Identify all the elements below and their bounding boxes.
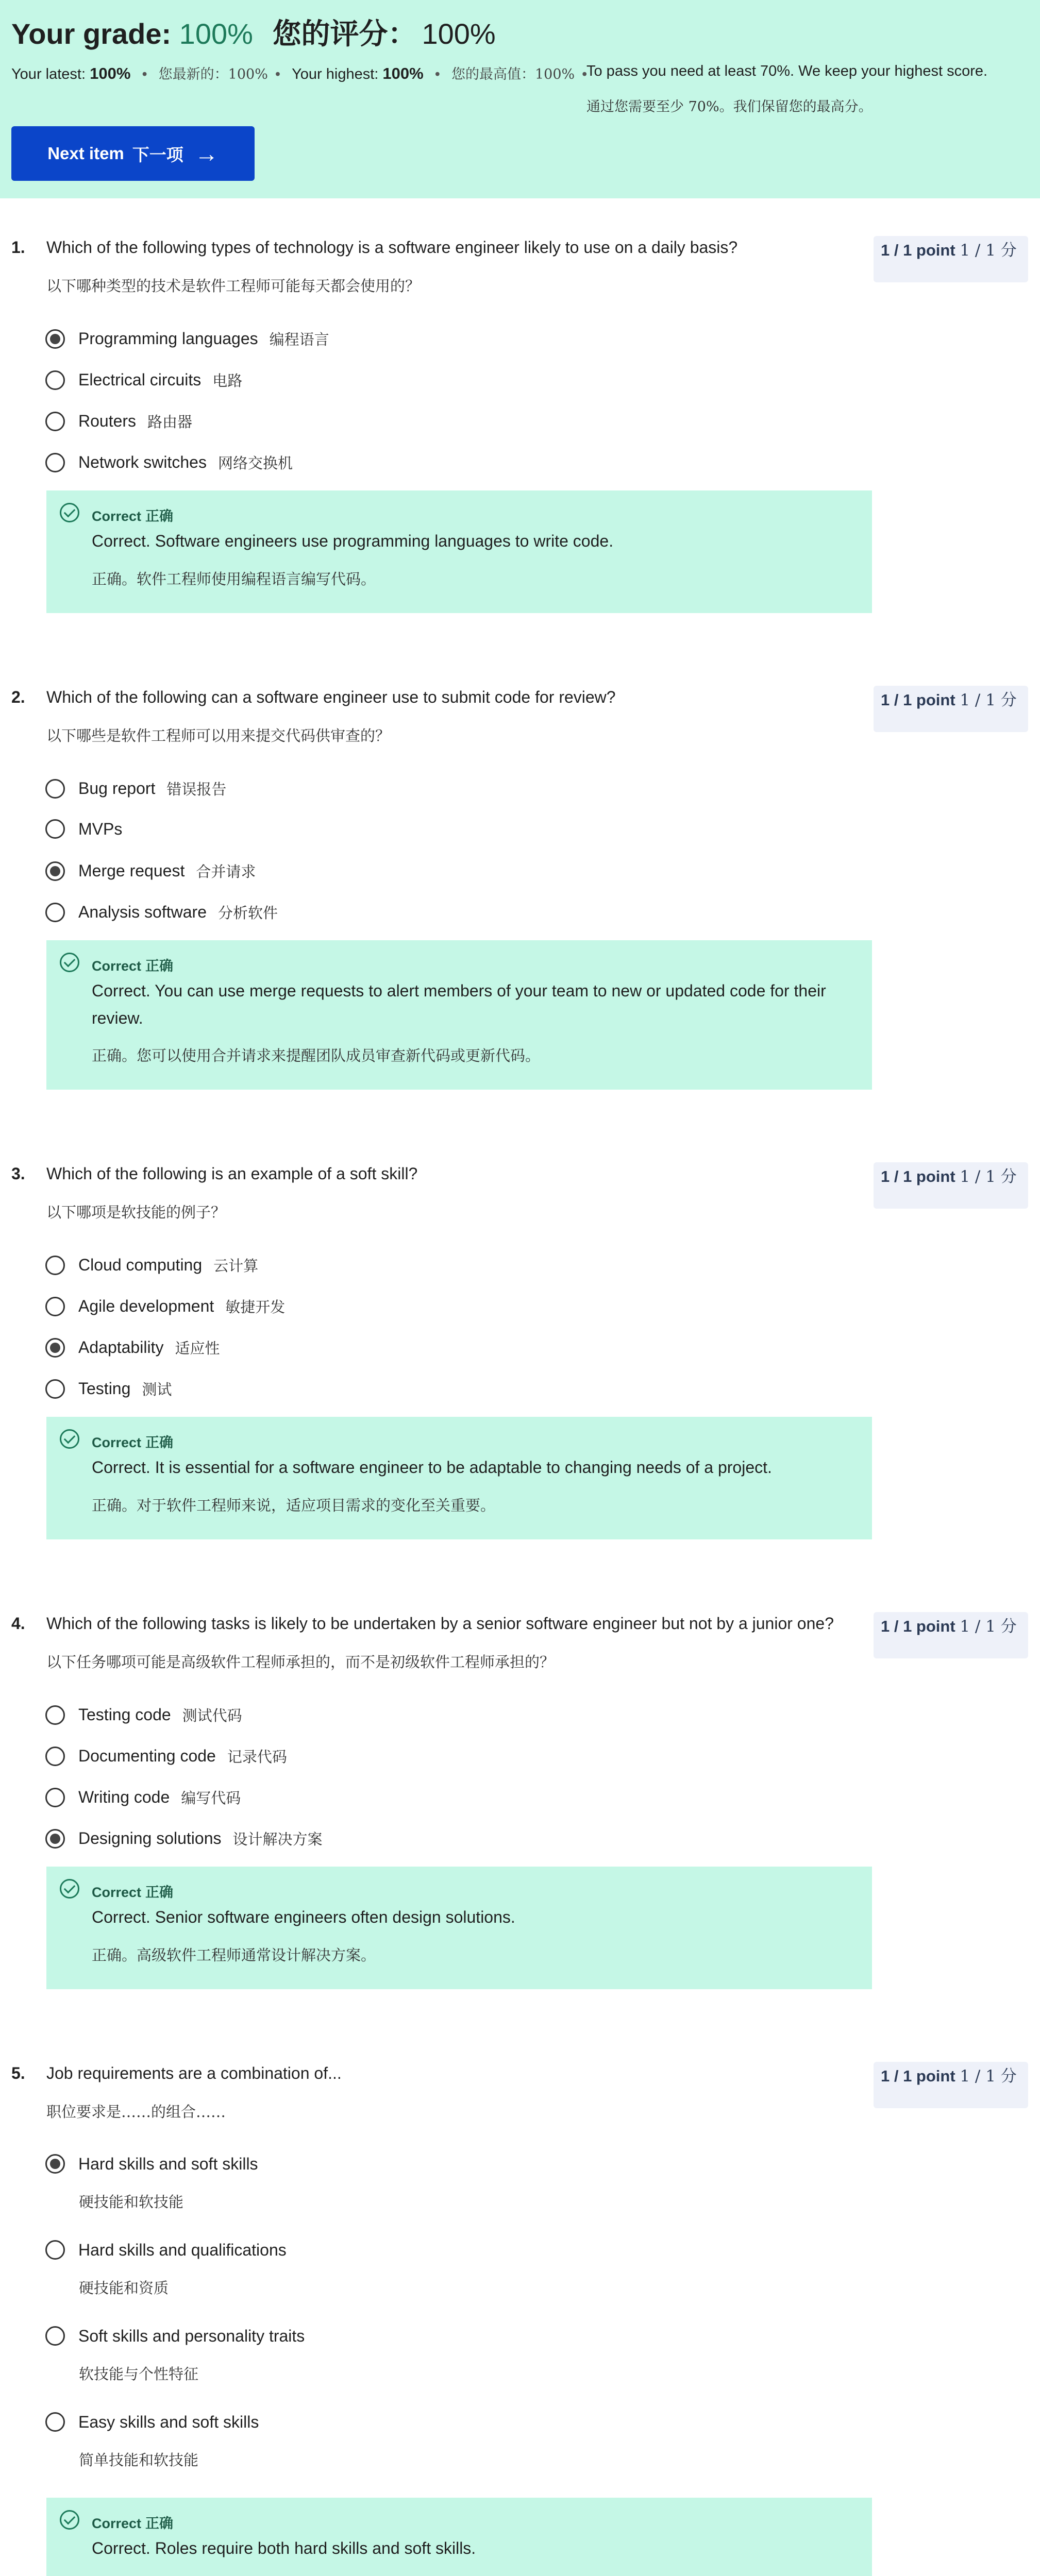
latest-label: Your latest: bbox=[11, 66, 86, 82]
question-number: 3. bbox=[11, 1164, 25, 1183]
option-1[interactable] bbox=[45, 1255, 258, 1276]
highest-value: 100% bbox=[382, 64, 424, 82]
radio-icon[interactable] bbox=[45, 1256, 65, 1275]
feedback-correct bbox=[46, 2498, 872, 2576]
option-label-cn: 硬技能和资质 bbox=[79, 2279, 169, 2297]
option-label-cn: 设计解决方案 bbox=[232, 1831, 323, 1848]
option-2[interactable] bbox=[45, 1745, 287, 1767]
radio-icon[interactable] bbox=[45, 903, 65, 922]
option-2[interactable] bbox=[45, 1296, 285, 1317]
question-number: 5. bbox=[11, 2064, 25, 2082]
feedback-title-en: Correct bbox=[92, 509, 142, 524]
feedback-title bbox=[92, 505, 173, 525]
question-text: Job requirements are a combination of... bbox=[46, 2064, 342, 2082]
option-label: Agile development bbox=[78, 1297, 214, 1315]
grade-value: 100% bbox=[179, 18, 253, 50]
option-label: Routers bbox=[78, 412, 137, 430]
radio-icon[interactable] bbox=[45, 1788, 65, 1807]
feedback-text-cn: 正确。高级软件工程师通常设计解决方案。 bbox=[92, 1946, 376, 1964]
radio-icon[interactable] bbox=[45, 453, 65, 472]
option-label: Merge request bbox=[78, 861, 185, 880]
option-3[interactable] bbox=[45, 1337, 220, 1358]
check-circle-icon bbox=[60, 2510, 79, 2530]
grade-label-cn: 您的评分： bbox=[272, 17, 417, 51]
feedback-text: Correct. Software engineers use programming languages to write code. bbox=[92, 532, 614, 550]
option-label-cn: 路由器 bbox=[147, 413, 193, 431]
option-2[interactable] bbox=[45, 819, 122, 839]
question-text: Which of the following types of technology is a software engineer likely to use on a daily basis? bbox=[46, 238, 738, 257]
question-text-cn: 职位要求是……的组合…… bbox=[46, 2103, 226, 2121]
question-text-cn: 以下哪些是软件工程师可以用来提交代码供审查的？ bbox=[46, 727, 391, 744]
question-text: Which of the following tasks is likely to be undertaken by a senior software engineer but not by a junior one? bbox=[46, 1614, 834, 1633]
points-value: 1 / 1 point bbox=[881, 691, 955, 709]
option-label-cn: 敏捷开发 bbox=[225, 1298, 286, 1316]
question-text: Which of the following can a software engineer use to submit code for review? bbox=[46, 688, 616, 706]
feedback-title bbox=[92, 1431, 173, 1451]
feedback-title-en: Correct bbox=[92, 958, 142, 974]
option-2[interactable] bbox=[45, 2240, 287, 2260]
option-1[interactable] bbox=[45, 328, 329, 349]
option-label-cn: 合并请求 bbox=[196, 863, 256, 880]
feedback-title bbox=[92, 2512, 173, 2532]
option-label-cn: 电路 bbox=[212, 372, 243, 389]
feedback-text: Correct. You can use merge requests to alert members of your team to new or updated code for their review. bbox=[92, 981, 826, 1027]
points-badge bbox=[874, 2062, 1028, 2108]
option-4[interactable] bbox=[45, 902, 278, 923]
option-label: Bug report bbox=[78, 779, 156, 798]
option-1[interactable] bbox=[45, 2154, 258, 2174]
radio-icon[interactable] bbox=[45, 412, 65, 431]
radio-icon[interactable] bbox=[45, 779, 65, 799]
score-stats: Your latest: 100% • 您最新的：100% • Your highest: 100% • 您的最高值：100% • bbox=[11, 64, 588, 82]
option-label-cn: 编写代码 bbox=[181, 1789, 241, 1807]
radio-selected-icon[interactable] bbox=[45, 1338, 65, 1358]
feedback-title bbox=[92, 955, 173, 975]
pass-requirement: To pass you need at least 70%. We keep your highest score. bbox=[586, 63, 988, 79]
feedback-title-cn: 正确 bbox=[145, 509, 174, 524]
feedback-title-en: Correct bbox=[92, 1885, 142, 1900]
option-label: Hard skills and soft skills bbox=[78, 2154, 258, 2173]
question-number: 4. bbox=[11, 1614, 25, 1633]
option-label: Cloud computing bbox=[78, 1256, 203, 1274]
points-value: 1 / 1 point bbox=[881, 1167, 955, 1185]
radio-icon[interactable] bbox=[45, 1705, 65, 1725]
option-label: Programming languages bbox=[78, 329, 258, 348]
question-text-cn: 以下哪种类型的技术是软件工程师可能每天都会使用的？ bbox=[46, 277, 421, 295]
option-3[interactable] bbox=[45, 1787, 241, 1808]
radio-icon[interactable] bbox=[45, 819, 65, 839]
option-label: Hard skills and qualifications bbox=[78, 2240, 287, 2259]
radio-icon[interactable] bbox=[45, 1379, 65, 1399]
option-label-cn: 网络交换机 bbox=[217, 454, 293, 472]
points-value: 1 / 1 point bbox=[881, 2067, 955, 2085]
check-circle-icon bbox=[60, 503, 79, 522]
feedback-text: Correct. Senior software engineers often design solutions. bbox=[92, 1908, 515, 1926]
option-3[interactable] bbox=[45, 411, 192, 432]
points-value: 1 / 1 point bbox=[881, 241, 955, 259]
check-circle-icon bbox=[60, 1429, 79, 1449]
option-label-cn: 编程语言 bbox=[269, 331, 329, 348]
option-label-cn: 记录代码 bbox=[227, 1748, 287, 1766]
option-4[interactable] bbox=[45, 2412, 259, 2432]
option-label-cn: 简单技能和软技能 bbox=[79, 2451, 199, 2469]
option-label: Testing bbox=[78, 1379, 131, 1398]
option-4[interactable] bbox=[45, 1828, 323, 1849]
radio-icon[interactable] bbox=[45, 1297, 65, 1316]
option-label: Testing code bbox=[78, 1705, 171, 1724]
option-label: Electrical circuits bbox=[78, 370, 202, 389]
question-text-cn: 以下哪项是软技能的例子？ bbox=[46, 1204, 226, 1221]
feedback-text-cn: 正确。您可以使用合并请求来提醒团队成员审查新代码或更新代码。 bbox=[92, 1047, 541, 1064]
option-2[interactable] bbox=[45, 369, 242, 391]
points-badge bbox=[874, 1612, 1028, 1658]
check-circle-icon bbox=[60, 1879, 79, 1899]
feedback-text-cn: 正确。软件工程师使用编程语言编写代码。 bbox=[92, 570, 376, 588]
option-label-cn: 软技能与个性特征 bbox=[79, 2365, 199, 2383]
points-value-cn: 1 / 1 分 bbox=[960, 691, 1017, 709]
points-badge bbox=[874, 686, 1028, 732]
feedback-text-cn: 正确。对于软件工程师来说，适应项目需求的变化至关重要。 bbox=[92, 1497, 496, 1514]
points-value-cn: 1 / 1 分 bbox=[960, 241, 1017, 260]
feedback-title-en: Correct bbox=[92, 1435, 142, 1450]
option-label-cn: 错误报告 bbox=[166, 781, 227, 798]
points-badge bbox=[874, 1162, 1028, 1209]
question-text-cn: 以下任务哪项可能是高级软件工程师承担的，而不是初级软件工程师承担的？ bbox=[46, 1653, 555, 1671]
radio-icon[interactable] bbox=[45, 2240, 65, 2260]
option-label: Documenting code bbox=[78, 1747, 216, 1765]
grade-label: Your grade: bbox=[11, 18, 172, 50]
radio-selected-icon[interactable] bbox=[45, 1829, 65, 1849]
option-label-cn: 测试 bbox=[142, 1381, 172, 1398]
option-1[interactable] bbox=[45, 1704, 242, 1725]
feedback-text: Correct. It is essential for a software engineer to be adaptable to changing needs of a project. bbox=[92, 1458, 772, 1477]
option-label-cn: 分析软件 bbox=[217, 904, 278, 922]
latest-value: 100% bbox=[90, 64, 131, 82]
question-number: 2. bbox=[11, 688, 25, 706]
option-label-cn: 云计算 bbox=[213, 1257, 259, 1275]
option-3[interactable] bbox=[45, 2326, 305, 2346]
points-value-cn: 1 / 1 分 bbox=[960, 2067, 1017, 2086]
next-item-label-cn: 下一项 bbox=[132, 144, 183, 165]
feedback-title-cn: 正确 bbox=[145, 2516, 174, 2532]
option-label: Soft skills and personality traits bbox=[78, 2326, 305, 2345]
radio-icon[interactable] bbox=[45, 1747, 65, 1766]
radio-selected-icon[interactable] bbox=[45, 2154, 65, 2174]
feedback-correct bbox=[46, 490, 872, 613]
pass-requirement-cn: 通过您需要至少 70%。我们保留您的最高分。 bbox=[586, 99, 873, 115]
option-label: Adaptability bbox=[78, 1338, 164, 1357]
points-value-cn: 1 / 1 分 bbox=[960, 1617, 1017, 1636]
feedback-title-en: Correct bbox=[92, 2516, 142, 2531]
radio-selected-icon[interactable] bbox=[45, 861, 65, 881]
option-label-cn: 适应性 bbox=[175, 1340, 220, 1357]
latest-label-cn: 您最新的：100% bbox=[158, 66, 268, 82]
feedback-correct bbox=[46, 1867, 872, 1989]
radio-icon[interactable] bbox=[45, 2412, 65, 2432]
radio-icon[interactable] bbox=[45, 2326, 65, 2346]
next-item-button[interactable] bbox=[11, 126, 255, 181]
feedback-title-cn: 正确 bbox=[145, 1885, 174, 1901]
feedback-title-cn: 正确 bbox=[145, 1435, 174, 1451]
points-value-cn: 1 / 1 分 bbox=[960, 1167, 1017, 1186]
radio-icon[interactable] bbox=[45, 370, 65, 390]
arrow-right-icon: → bbox=[194, 140, 219, 167]
option-label: Easy skills and soft skills bbox=[78, 2412, 259, 2431]
radio-selected-icon[interactable] bbox=[45, 329, 65, 349]
highest-label-cn: 您的最高值：100% bbox=[451, 66, 575, 82]
grade-summary bbox=[11, 11, 496, 53]
option-4[interactable] bbox=[45, 1378, 172, 1399]
option-label: Analysis software bbox=[78, 903, 207, 921]
option-label: MVPs bbox=[78, 819, 123, 838]
option-4[interactable] bbox=[45, 452, 293, 473]
points-value: 1 / 1 point bbox=[881, 1617, 955, 1635]
highest-label: Your highest: bbox=[292, 66, 379, 82]
feedback-correct bbox=[46, 1417, 872, 1539]
feedback-title bbox=[92, 1881, 173, 1901]
option-label-cn: 硬技能和软技能 bbox=[79, 2193, 184, 2211]
option-3[interactable] bbox=[45, 860, 256, 882]
points-badge bbox=[874, 236, 1028, 282]
question-text: Which of the following is an example of a soft skill? bbox=[46, 1164, 418, 1183]
option-label-cn: 测试代码 bbox=[182, 1707, 242, 1724]
option-label: Writing code bbox=[78, 1788, 170, 1806]
feedback-correct bbox=[46, 940, 872, 1090]
question-number: 1. bbox=[11, 238, 25, 257]
grade-value-cn: 100% bbox=[422, 18, 496, 50]
feedback-text: Correct. Roles require both hard skills and soft skills. bbox=[92, 2539, 476, 2557]
option-label: Network switches bbox=[78, 453, 207, 471]
option-label: Designing solutions bbox=[78, 1829, 222, 1848]
option-1[interactable] bbox=[45, 778, 226, 799]
feedback-title-cn: 正确 bbox=[145, 958, 174, 974]
next-item-label: Next item bbox=[47, 144, 124, 163]
grade-header bbox=[0, 0, 1040, 198]
check-circle-icon bbox=[60, 953, 79, 972]
